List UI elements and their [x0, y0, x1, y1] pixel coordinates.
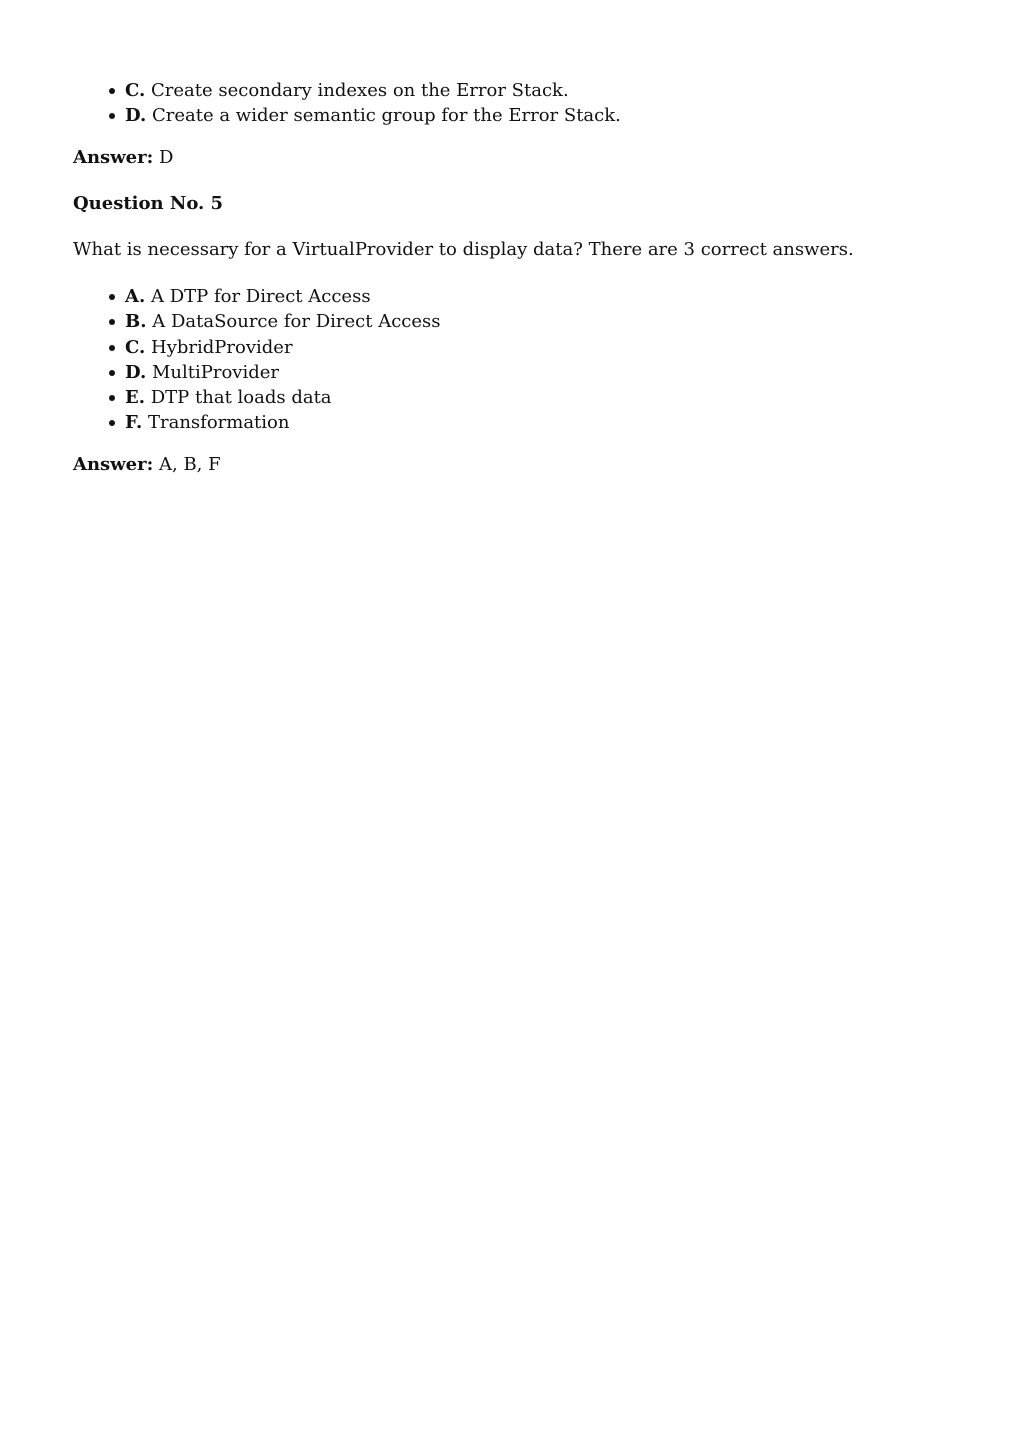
- option-f: [73, 410, 440, 435]
- question-title: Question No. 5: [73, 193, 224, 214]
- option-letter: D.: [125, 361, 147, 383]
- option-text: Transformation: [147, 412, 290, 434]
- option-a: [73, 284, 440, 309]
- answer-label: Answer:: [73, 454, 154, 475]
- option-letter: C.: [125, 80, 146, 101]
- previous-answer: [73, 145, 173, 170]
- bullet-icon: [109, 294, 115, 300]
- answer-value: A, B, F: [159, 454, 221, 475]
- question-text: What is necessary for a VirtualProvider to display data? There are 3 correct answers.: [73, 239, 854, 260]
- option-c: [73, 78, 621, 103]
- option-b: [73, 309, 440, 334]
- bullet-icon: [109, 113, 115, 119]
- bullet-icon: [109, 319, 115, 325]
- option-text: A DTP for Direct Access: [150, 286, 371, 307]
- bullet-icon: [109, 420, 115, 426]
- option-text: DTP that loads data: [150, 387, 332, 409]
- option-letter: D.: [125, 105, 147, 127]
- option-text: A DataSource for Direct Access: [152, 311, 441, 333]
- question-options: [73, 284, 440, 436]
- option-d: [73, 103, 621, 128]
- question-answer: [73, 452, 221, 477]
- bullet-icon: [109, 395, 115, 401]
- option-letter: B.: [125, 311, 147, 333]
- answer-value: D: [159, 147, 174, 168]
- option-letter: A.: [125, 286, 146, 307]
- option-d: [73, 360, 440, 385]
- option-letter: C.: [125, 336, 146, 358]
- option-text: HybridProvider: [151, 336, 293, 358]
- option-c: [73, 335, 440, 360]
- previous-question-options: [73, 78, 621, 129]
- option-letter: F.: [125, 412, 143, 434]
- bullet-icon: [109, 370, 115, 376]
- option-text: MultiProvider: [151, 361, 279, 383]
- bullet-icon: [109, 88, 115, 94]
- option-e: [73, 385, 440, 410]
- option-letter: E.: [125, 387, 145, 409]
- option-text: Create a wider semantic group for the Error Stack.: [151, 105, 621, 127]
- answer-label: Answer:: [73, 147, 154, 168]
- bullet-icon: [109, 345, 115, 351]
- option-text: Create secondary indexes on the Error Stack.: [151, 80, 569, 101]
